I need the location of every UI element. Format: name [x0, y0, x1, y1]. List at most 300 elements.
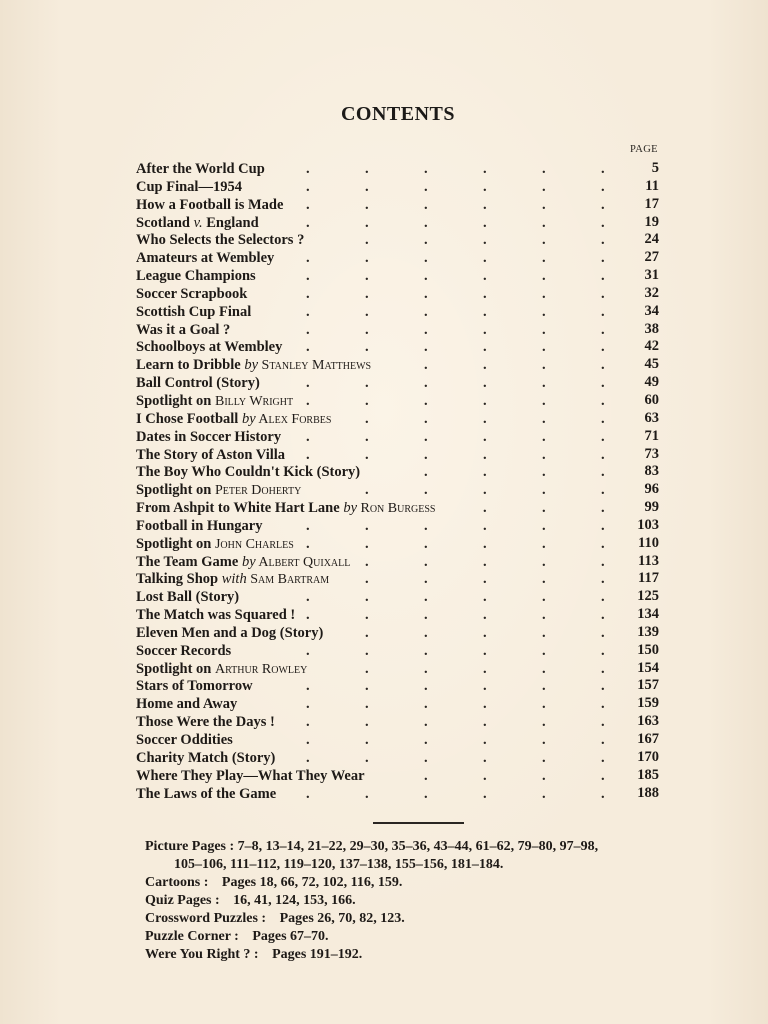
leader-dot: . — [424, 642, 428, 659]
leader-dot: . — [601, 321, 605, 338]
leader-dot: . — [542, 410, 546, 427]
leader-dot: . — [483, 178, 487, 195]
entry-title-text: Soccer Records — [136, 642, 232, 659]
toc-entry — [136, 554, 659, 572]
entry-title-text: Stars of Tomorrow — [136, 678, 253, 695]
toc-entry — [136, 732, 659, 750]
leader-dot: . — [542, 321, 546, 338]
leader-dot: . — [306, 696, 310, 713]
toc-entry — [136, 500, 659, 518]
toc-entry-title — [136, 625, 323, 643]
entry-title-text: Eleven Men and a Dog (Story) — [136, 624, 324, 641]
entry-title-text: Spotlight on — [136, 482, 215, 499]
leader-dot: . — [424, 624, 428, 641]
toc-entry-page-number: 99 — [644, 499, 659, 516]
toc-entry — [136, 482, 659, 500]
leader-dot: . — [424, 678, 428, 695]
leader-dot: . — [601, 428, 605, 445]
toc-entry-page-number: 159 — [637, 695, 659, 712]
toc-entry-title — [136, 375, 260, 393]
toc-entry-title — [136, 589, 239, 607]
leader-dot: . — [542, 732, 546, 748]
toc-entry — [136, 161, 659, 179]
leader-dot: . — [424, 482, 428, 499]
leader-dot: . — [365, 535, 369, 552]
leader-dot: . — [424, 321, 428, 338]
leader-dot: . — [601, 714, 605, 731]
leader-dot: . — [424, 660, 428, 677]
toc-entry-page-number: 71 — [644, 427, 659, 444]
entry-author: Alex Forbes — [255, 411, 332, 427]
leader-dot: . — [483, 678, 487, 695]
toc-entry — [136, 393, 659, 411]
entry-title-text: Where They Play—What They Wear — [136, 767, 365, 784]
leader-dot: . — [306, 392, 310, 409]
leader-dot: . — [601, 660, 605, 677]
leader-dot: . — [365, 482, 369, 499]
toc-entry-title — [136, 571, 329, 589]
leader-dot: . — [424, 268, 428, 285]
leader-dot: . — [483, 268, 487, 285]
note-label: Cartoons : — [145, 875, 209, 890]
toc-entry — [136, 589, 659, 607]
leader-dot: . — [601, 500, 605, 517]
leader-dot: . — [365, 785, 369, 802]
entry-title-text: Scottish Cup Final — [136, 303, 252, 320]
toc-entry — [136, 322, 659, 340]
leader-dot: . — [483, 607, 487, 624]
toc-entry-page-number: 163 — [637, 713, 659, 730]
leader-dot: . — [483, 482, 487, 499]
leader-dot: . — [483, 785, 487, 802]
leader-dot: . — [424, 339, 428, 356]
leader-dot: . — [424, 732, 428, 748]
leader-dot: . — [483, 232, 487, 249]
toc-entry — [136, 179, 659, 197]
leader-dot: . — [542, 268, 546, 285]
toc-entry-page-number: 5 — [651, 160, 659, 176]
toc-entry-page-number: 125 — [637, 588, 659, 605]
toc-entry-page-number: 17 — [644, 195, 659, 212]
leader-dot: . — [601, 749, 605, 766]
leader-dot: . — [601, 482, 605, 499]
leader-dot: . — [483, 410, 487, 427]
entry-title-text: Was it a Goal ? — [136, 321, 231, 338]
leader-dot: . — [542, 749, 546, 766]
leader-dot: . — [601, 357, 605, 374]
page-column-label: PAGE — [629, 144, 658, 155]
toc-entry-title — [136, 786, 276, 804]
toc-entry-page-number: 24 — [644, 231, 659, 248]
leader-dot: . — [424, 232, 428, 249]
leader-dot: . — [306, 678, 310, 695]
toc-entry-title — [136, 411, 331, 429]
toc-entry-page-number: 188 — [637, 784, 659, 801]
entry-title-text: Football in Hungary — [136, 517, 263, 534]
toc-entry — [136, 750, 659, 768]
leader-dot: . — [306, 178, 310, 195]
toc-entry-title — [136, 732, 233, 750]
note-value: Pages 18, 66, 72, 102, 116, 159. — [221, 875, 403, 890]
leader-dot: . — [365, 178, 369, 195]
leader-dot: . — [483, 161, 487, 177]
leader-dot: . — [542, 785, 546, 802]
toc-entry — [136, 768, 659, 786]
leader-dot: . — [601, 589, 605, 606]
entry-title-text: I Chose Football — [136, 410, 242, 427]
note-cartoons — [145, 874, 705, 892]
leader-dot: . — [601, 785, 605, 802]
leader-dot: . — [365, 749, 369, 766]
leader-dot: . — [424, 303, 428, 320]
leader-dot: . — [365, 624, 369, 641]
leader-dot: . — [365, 321, 369, 338]
toc-entry — [136, 714, 659, 732]
leader-dot: . — [601, 642, 605, 659]
note-were-you-right — [145, 946, 705, 964]
toc-entry-page-number: 170 — [637, 748, 659, 765]
leader-dot: . — [483, 321, 487, 338]
toc-entry — [136, 447, 659, 465]
toc-entry-page-number: 117 — [638, 570, 659, 587]
leader-dot: . — [542, 464, 546, 481]
leader-dot: . — [601, 339, 605, 356]
leader-dot: . — [601, 161, 605, 177]
toc-entry-page-number: 154 — [637, 659, 659, 676]
toc-entry-title — [136, 482, 301, 500]
leader-dot: . — [365, 196, 369, 213]
toc-entry — [136, 786, 659, 804]
leader-dot: . — [424, 410, 428, 427]
leader-dot: . — [542, 446, 546, 463]
leader-dot: . — [365, 714, 369, 731]
leader-dot: . — [365, 375, 369, 392]
contents-heading: CONTENTS — [340, 103, 456, 125]
leader-dot: . — [601, 553, 605, 570]
leader-dot: . — [365, 392, 369, 409]
leader-dot: . — [306, 732, 310, 748]
toc-entry-page-number: 34 — [644, 302, 659, 319]
leader-dot: . — [601, 517, 605, 534]
entry-title-text: The Story of Aston Villa — [136, 446, 286, 463]
leader-dot: . — [424, 785, 428, 802]
toc-entry-page-number: 45 — [644, 356, 659, 373]
entry-title-text: Amateurs at Wembley — [136, 250, 275, 267]
leader-dot: . — [601, 178, 605, 195]
toc-entry — [136, 304, 659, 322]
leader-dot: . — [601, 732, 605, 748]
leader-dot: . — [483, 250, 487, 267]
toc-entry — [136, 375, 659, 393]
leader-dot: . — [424, 767, 428, 784]
toc-entry-title — [136, 393, 293, 411]
leader-dot: . — [365, 571, 369, 588]
leader-dot: . — [483, 589, 487, 606]
entry-title-text: Dates in Soccer History — [136, 428, 282, 445]
leader-dot: . — [424, 161, 428, 177]
entry-title-text: Those Were the Days ! — [136, 714, 275, 731]
leader-dot: . — [365, 732, 369, 748]
note-puzzle-corner — [145, 928, 705, 946]
toc-entry-title — [136, 286, 247, 304]
leader-dot: . — [601, 624, 605, 641]
leader-dot: . — [542, 589, 546, 606]
toc-entry-page-number: 32 — [644, 284, 659, 301]
leader-dot: . — [424, 392, 428, 409]
leader-dot: . — [601, 410, 605, 427]
toc-entry-page-number: 49 — [644, 374, 659, 391]
entry-title-text: Lost Ball (Story) — [136, 589, 240, 606]
leader-dot: . — [601, 607, 605, 624]
leader-dot: . — [306, 607, 310, 624]
leader-dot: . — [365, 660, 369, 677]
entry-connective: v. — [193, 214, 203, 231]
leader-dot: . — [306, 214, 310, 231]
entry-author: Sam Bartram — [246, 572, 330, 588]
note-label: Picture Pages : — [145, 839, 235, 854]
toc-entry-page-number: 63 — [644, 409, 659, 426]
leader-dot: . — [601, 678, 605, 695]
toc-entry-title — [136, 215, 259, 233]
entry-title-text: Spotlight on — [136, 392, 215, 409]
leader-dot: . — [424, 196, 428, 213]
leader-dot: . — [542, 339, 546, 356]
leader-dot: . — [483, 660, 487, 677]
leader-dot: . — [483, 553, 487, 570]
leader-dot: . — [483, 303, 487, 320]
entry-author: John Charles — [214, 536, 294, 552]
leader-dot: . — [306, 339, 310, 356]
entry-title-text: Home and Away — [136, 696, 238, 713]
leader-dot: . — [306, 428, 310, 445]
entry-title-text: Cup Final—1954 — [136, 178, 242, 195]
toc-entry-page-number: 11 — [645, 177, 659, 194]
leader-dot: . — [424, 464, 428, 481]
leader-dot: . — [424, 696, 428, 713]
toc-entry-page-number: 110 — [638, 534, 659, 551]
leader-dot: . — [365, 517, 369, 534]
entry-connective: by — [343, 500, 357, 517]
note-value-continuation: 105–106, 111–112, 119–120, 137–138, 155–156, 181–184. — [174, 857, 504, 872]
entry-author: Ron Burgess — [357, 501, 436, 517]
leader-dot: . — [365, 268, 369, 285]
toc-entry-title — [136, 268, 256, 286]
toc-entry — [136, 250, 659, 268]
table-of-contents — [136, 161, 659, 803]
leader-dot: . — [424, 714, 428, 731]
leader-dot: . — [542, 517, 546, 534]
leader-dot: . — [542, 214, 546, 231]
toc-entry — [136, 536, 659, 554]
toc-entry — [136, 411, 659, 429]
leader-dot: . — [306, 535, 310, 552]
toc-entry-title — [136, 750, 275, 768]
leader-dot: . — [542, 232, 546, 249]
note-value: 7–8, 13–14, 21–22, 29–30, 35–36, 43–44, 61–62, 79–80, 97–98, — [237, 839, 599, 854]
toc-entry — [136, 464, 659, 482]
leader-dot: . — [306, 375, 310, 392]
leader-dot: . — [542, 250, 546, 267]
leader-dot: . — [306, 196, 310, 213]
toc-entry-page-number: 38 — [644, 320, 659, 337]
entry-title-text: Talking Shop — [136, 571, 222, 588]
entry-author: Albert Quixall — [255, 554, 351, 570]
leader-dot: . — [483, 535, 487, 552]
toc-entry-title — [136, 768, 365, 786]
toc-entry-page-number: 134 — [637, 606, 659, 623]
leader-dot: . — [601, 696, 605, 713]
leader-dot: . — [306, 785, 310, 802]
entry-title-text: League Champions — [136, 268, 256, 285]
leader-dot: . — [306, 446, 310, 463]
leader-dot: . — [542, 428, 546, 445]
leader-dot: . — [483, 517, 487, 534]
toc-entry-title — [136, 661, 307, 679]
entry-title-text-after: England — [202, 214, 259, 231]
note-label: Crossword Puzzles : — [145, 911, 267, 926]
leader-dot: . — [424, 428, 428, 445]
leader-dot: . — [601, 285, 605, 302]
toc-entry-title — [136, 643, 231, 661]
toc-entry — [136, 643, 659, 661]
leader-dot: . — [483, 642, 487, 659]
toc-entry-title — [136, 447, 285, 465]
toc-entry-title — [136, 304, 251, 322]
leader-dot: . — [306, 250, 310, 267]
toc-entry-title — [136, 322, 230, 340]
leader-dot: . — [306, 517, 310, 534]
leader-dot: . — [483, 214, 487, 231]
entry-connective: by — [244, 357, 259, 374]
leader-dot: . — [424, 375, 428, 392]
toc-entry — [136, 197, 659, 215]
toc-entry-title — [136, 554, 350, 572]
leader-dot: . — [601, 375, 605, 392]
leader-dot: . — [365, 339, 369, 356]
leader-dot: . — [306, 642, 310, 659]
leader-dot: . — [365, 642, 369, 659]
note-value: Pages 191–192. — [272, 947, 363, 962]
note-value: Pages 67–70. — [252, 929, 329, 944]
leader-dot: . — [365, 214, 369, 231]
toc-entry-title — [136, 357, 371, 375]
toc-entry-title — [136, 696, 237, 714]
toc-entry-title — [136, 536, 294, 554]
leader-dot: . — [306, 749, 310, 766]
toc-entry-page-number: 157 — [637, 677, 659, 694]
toc-entry-title — [136, 714, 275, 732]
leader-dot: . — [306, 161, 310, 177]
leader-dot: . — [542, 714, 546, 731]
toc-entry — [136, 625, 659, 643]
leader-dot: . — [424, 535, 428, 552]
leader-dot: . — [365, 678, 369, 695]
leader-dot: . — [542, 161, 546, 177]
toc-entry-title — [136, 464, 360, 482]
entry-title-text: Who Selects the Selectors ? — [136, 232, 305, 249]
leader-dot: . — [424, 517, 428, 534]
leader-dot: . — [365, 446, 369, 463]
toc-entry-page-number: 103 — [637, 516, 659, 533]
leader-dot: . — [483, 339, 487, 356]
leader-dot: . — [365, 285, 369, 302]
note-value: 16, 41, 124, 153, 166. — [233, 893, 356, 908]
leader-dot: . — [542, 500, 546, 517]
entry-title-text: Soccer Oddities — [136, 732, 233, 748]
leader-dot: . — [542, 660, 546, 677]
entry-title-text: The Match was Squared ! — [136, 607, 296, 624]
leader-dot: . — [306, 321, 310, 338]
leader-dot: . — [483, 464, 487, 481]
toc-entry-page-number: 167 — [637, 731, 659, 747]
leader-dot: . — [542, 535, 546, 552]
supplementary-index — [145, 838, 705, 964]
toc-entry-title — [136, 197, 283, 215]
leader-dot: . — [306, 589, 310, 606]
toc-entry — [136, 429, 659, 447]
leader-dot: . — [542, 624, 546, 641]
toc-entry-title — [136, 250, 274, 268]
entry-title-text: Charity Match (Story) — [136, 749, 276, 766]
toc-entry — [136, 607, 659, 625]
leader-dot: . — [483, 732, 487, 748]
toc-entry — [136, 232, 659, 250]
leader-dot: . — [542, 392, 546, 409]
toc-entry — [136, 215, 659, 233]
leader-dot: . — [365, 232, 369, 249]
leader-dot: . — [365, 250, 369, 267]
leader-dot: . — [424, 589, 428, 606]
leader-dot: . — [365, 161, 369, 177]
toc-entry — [136, 678, 659, 696]
note-picture-pages — [145, 838, 705, 874]
leader-dot: . — [483, 428, 487, 445]
entry-title-text: Ball Control (Story) — [136, 375, 260, 392]
entry-title-text: The Boy Who Couldn't Kick (Story) — [136, 464, 361, 481]
toc-entry-page-number: 185 — [637, 766, 659, 783]
leader-dot: . — [365, 696, 369, 713]
toc-entry — [136, 286, 659, 304]
leader-dot: . — [601, 196, 605, 213]
toc-entry-page-number: 150 — [637, 641, 659, 658]
toc-entry-title — [136, 500, 435, 518]
leader-dot: . — [424, 214, 428, 231]
entry-title-text: After the World Cup — [136, 161, 265, 177]
toc-entry-page-number: 60 — [644, 391, 659, 408]
note-label: Puzzle Corner : — [145, 929, 239, 944]
leader-dot: . — [365, 553, 369, 570]
note-label: Were You Right ? : — [145, 947, 259, 962]
entry-title-text: Soccer Scrapbook — [136, 285, 248, 302]
leader-dot: . — [365, 607, 369, 624]
leader-dot: . — [542, 375, 546, 392]
entry-connective: with — [221, 571, 247, 588]
note-label: Quiz Pages : — [145, 893, 220, 908]
toc-entry — [136, 339, 659, 357]
leader-dot: . — [483, 749, 487, 766]
toc-entry-page-number: 83 — [644, 463, 659, 480]
leader-dot: . — [601, 303, 605, 320]
entry-title-text: Scotland — [136, 214, 194, 231]
toc-entry-title — [136, 339, 282, 357]
leader-dot: . — [483, 375, 487, 392]
leader-dot: . — [483, 571, 487, 588]
toc-entry — [136, 661, 659, 679]
toc-entry — [136, 518, 659, 536]
toc-entry — [136, 357, 659, 375]
entry-title-text: Spotlight on — [136, 660, 215, 677]
toc-entry-page-number: 31 — [644, 267, 659, 284]
